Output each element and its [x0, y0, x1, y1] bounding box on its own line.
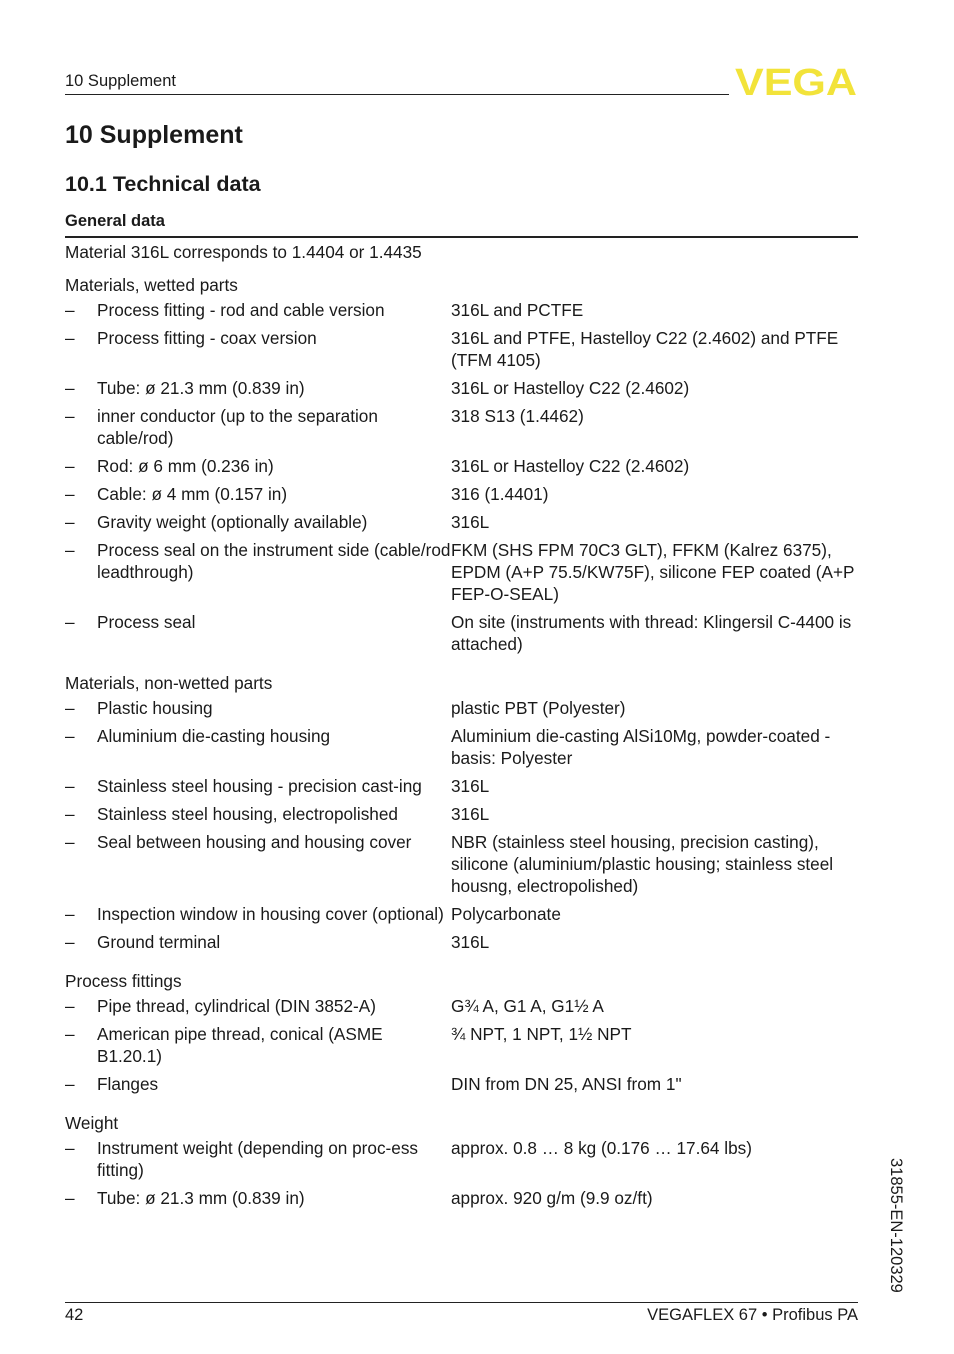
spec-label: Stainless steel housing - precision cast-ing [97, 776, 422, 796]
bullet-dash: – [65, 904, 75, 924]
spec-group [65, 1112, 858, 1215]
spec-label: Pipe thread, cylindrical (DIN 3852-A) [97, 996, 376, 1016]
bullet-dash: – [65, 512, 75, 532]
spec-label: Process fitting - coax version [97, 328, 317, 348]
vega-logo [734, 64, 858, 98]
spec-row [65, 803, 858, 831]
spec-row [65, 327, 858, 377]
spec-value: approx. 920 g/m (9.9 oz/ft) [451, 1188, 653, 1208]
spec-value: 316L and PCTFE [451, 300, 584, 320]
footer-product: VEGAFLEX 67 • Profibus PA [647, 1306, 858, 1324]
bullet-dash: – [65, 804, 75, 824]
spec-label: Rod: ø 6 mm (0.236 in) [97, 456, 274, 476]
spec-value: DIN from DN 25, ANSI from 1" [451, 1074, 682, 1094]
spec-row [65, 1137, 858, 1187]
bullet-dash: – [65, 378, 75, 398]
spec-row [65, 831, 858, 903]
spec-value: 318 S13 (1.4462) [451, 406, 584, 426]
spec-group [65, 672, 858, 959]
spec-row [65, 995, 858, 1023]
spec-row [65, 1187, 858, 1215]
document-code: 31855-EN-120329 [887, 1158, 905, 1293]
bullet-dash: – [65, 1074, 75, 1094]
spec-row [65, 299, 858, 327]
spec-value: NBR (stainless steel housing, precision casting), silicone (aluminium/plastic housing; stainless steel housng, electropolished) [451, 832, 834, 896]
spec-row [65, 483, 858, 511]
spec-label: inner conductor (up to the separation cable/rod) [97, 406, 378, 448]
bullet-dash: – [65, 300, 75, 320]
spec-value: G¾ A, G1 A, G1½ A [451, 996, 604, 1016]
spec-row [65, 903, 858, 931]
bullet-dash: – [65, 540, 75, 560]
bullet-dash: – [65, 932, 75, 952]
bullet-dash: – [65, 832, 75, 852]
spec-label: Cable: ø 4 mm (0.157 in) [97, 484, 288, 504]
spec-group-title: Materials, non-wetted parts [65, 673, 273, 693]
section-title: 10.1 Technical data [65, 172, 261, 196]
bullet-dash: – [65, 1188, 75, 1208]
vega-logo-text: VEGA [735, 64, 857, 98]
spec-value: 316 (1.4401) [451, 484, 549, 504]
spec-row [65, 775, 858, 803]
spec-group-title: Process fittings [65, 971, 182, 991]
chapter-title: 10 Supplement [65, 121, 243, 149]
spec-label: Aluminium die-casting housing [97, 726, 331, 746]
spec-row [65, 1023, 858, 1073]
spec-group-title: Materials, wetted parts [65, 275, 238, 295]
spec-label: Flanges [97, 1074, 159, 1094]
spec-value: 316L [451, 804, 490, 824]
header-rule [65, 94, 729, 95]
spec-label: Process seal on the instrument side (cable/rod leadthrough) [97, 540, 451, 582]
spec-label: American pipe thread, conical (ASME B1.20.1) [97, 1024, 383, 1066]
spec-label: Instrument weight (depending on proc-ess fitting) [97, 1138, 419, 1180]
spec-group [65, 274, 858, 661]
spec-value: 316L or Hastelloy C22 (2.4602) [451, 456, 690, 476]
bullet-dash: – [65, 698, 75, 718]
spec-group [65, 970, 858, 1101]
spec-value: 316L [451, 776, 490, 796]
spec-value: FKM (SHS FPM 70C3 GLT), FFKM (Kalrez 6375), EPDM (A+P 75.5/KW75F), silicone FEP coated (A+P FEP-O-SEAL) [451, 540, 855, 604]
bullet-dash: – [65, 1024, 75, 1044]
spec-label: Seal between housing and housing cover [97, 832, 412, 852]
spec-value: Aluminium die-casting AlSi10Mg, powder-coated - basis: Polyester [451, 726, 831, 768]
bullet-dash: – [65, 456, 75, 476]
spec-row [65, 377, 858, 405]
bullet-dash: – [65, 406, 75, 426]
bullet-dash: – [65, 612, 75, 632]
spec-value: On site (instruments with thread: Klingersil C-4400 is attached) [451, 612, 852, 654]
bullet-dash: – [65, 996, 75, 1016]
spec-value: 316L and PTFE, Hastelloy C22 (2.4602) and PTFE (TFM 4105) [451, 328, 839, 370]
bullet-dash: – [65, 328, 75, 348]
spec-row [65, 511, 858, 539]
bullet-dash: – [65, 776, 75, 796]
bullet-dash: – [65, 1138, 75, 1158]
spec-group-title: Weight [65, 1113, 119, 1133]
bullet-dash: – [65, 726, 75, 746]
spec-row [65, 455, 858, 483]
bullet-dash: – [65, 484, 75, 504]
spec-label: Process seal [97, 612, 196, 632]
spec-value: 316L [451, 512, 490, 532]
spec-label: Tube: ø 21.3 mm (0.839 in) [97, 378, 305, 398]
subsection-title: General data [65, 212, 165, 230]
spec-row [65, 697, 858, 725]
spec-label: Stainless steel housing, electropolished [97, 804, 398, 824]
technical-data-content [65, 241, 858, 1215]
footer-rule [65, 1302, 858, 1303]
spec-label: Process fitting - rod and cable version [97, 300, 385, 320]
subsection-rule [65, 236, 858, 238]
spec-groups [65, 274, 858, 1215]
spec-row [65, 405, 858, 455]
spec-label: Gravity weight (optionally available) [97, 512, 368, 532]
spec-value: Polycarbonate [451, 904, 561, 924]
spec-row [65, 725, 858, 775]
spec-label: Tube: ø 21.3 mm (0.839 in) [97, 1188, 305, 1208]
page-number: 42 [65, 1306, 84, 1324]
spec-label: Inspection window in housing cover (optional) [97, 904, 444, 924]
spec-row [65, 1073, 858, 1101]
running-header: 10 Supplement [65, 72, 176, 90]
spec-value: 316L or Hastelloy C22 (2.4602) [451, 378, 690, 398]
spec-value: approx. 0.8 … 8 kg (0.176 … 17.64 lbs) [451, 1138, 752, 1158]
spec-label: Ground terminal [97, 932, 221, 952]
spec-value: 316L [451, 932, 490, 952]
spec-row [65, 611, 858, 661]
spec-label: Plastic housing [97, 698, 213, 718]
spec-value: ¾ NPT, 1 NPT, 1½ NPT [451, 1024, 632, 1044]
material-note: Material 316L corresponds to 1.4404 or 1.4435 [65, 242, 422, 262]
spec-value: plastic PBT (Polyester) [451, 698, 626, 718]
spec-row [65, 931, 858, 959]
spec-row [65, 539, 858, 611]
